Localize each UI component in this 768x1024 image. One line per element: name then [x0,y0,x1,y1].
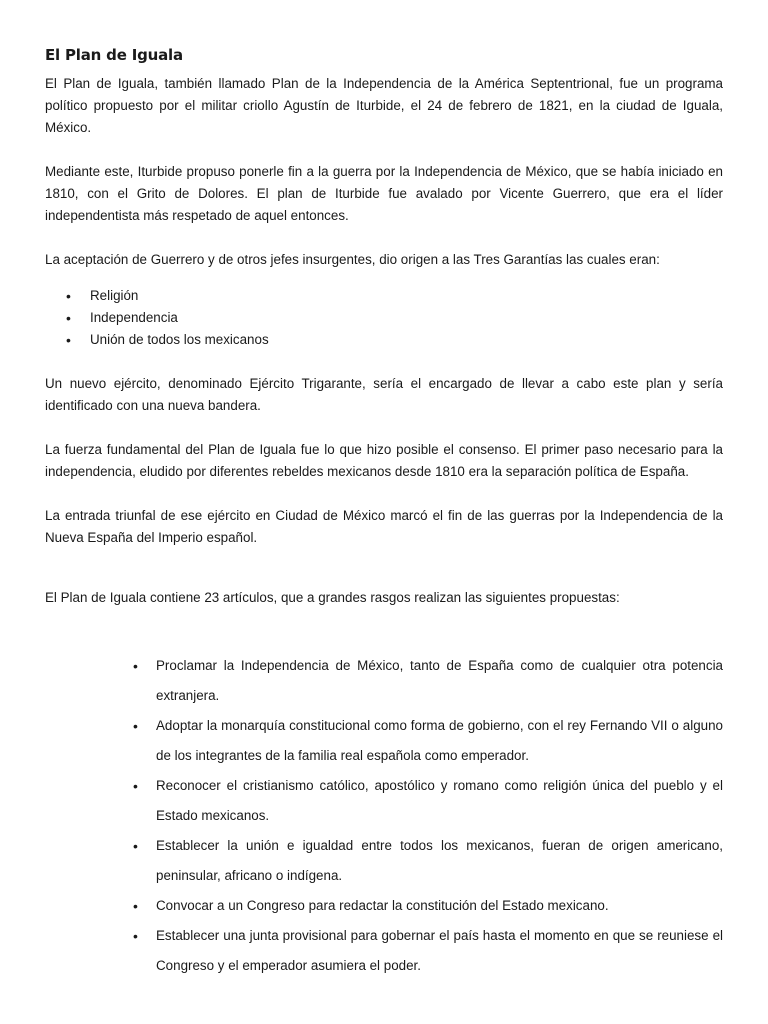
list-item: • Reconocer el cristianismo católico, apostólico y romano como religión única del pueblo y el Estado mexicanos. [45,771,723,831]
list-item: • Unión de todos los mexicanos [45,329,723,351]
paragraph-entry: La entrada triunfal de ese ejército en Ciudad de México marcó el fin de las guerras por la Independencia de la Nueva España del Imperio español. [45,508,723,545]
list-item: • Religión [45,285,723,307]
paragraph-articles: El Plan de Iguala contiene 23 artículos, que a grandes rasgos realizan las siguientes propuestas: [45,590,620,605]
paragraph-consensus: La fuerza fundamental del Plan de Iguala fue lo que hizo posible el consenso. El primer paso necesario para la independencia, eludido por diferentes rebeldes mexicanos desde 1810 era la separación política de España. [45,442,723,479]
list-item: • Adoptar la monarquía constitucional como forma de gobierno, con el rey Fernando VII o alguno de los integrantes de la familia real española como emperador. [45,711,723,771]
proposals-list [45,651,723,981]
document-title: El Plan de Iguala [45,46,183,64]
document-page [45,44,723,981]
paragraph-intro: El Plan de Iguala, también llamado Plan de la Independencia de la América Septentrional, fue un programa político propuesto por el militar criollo Agustín de Iturbide, el 24 de febrero de 1821, en la ciudad de Iguala, México. [45,76,723,135]
list-item: • Proclamar la Independencia de México, tanto de España como de cualquier otra potencia extranjera. [45,651,723,711]
paragraph-iturbide: Mediante este, Iturbide propuso ponerle fin a la guerra por la Independencia de México, que se había iniciado en 1810, con el Grito de Dolores. El plan de Iturbide fue avalado por Vicente Guerrero, que era el líder independentista más respetado de aquel entonces. [45,164,723,223]
guarantees-list [45,285,723,351]
paragraph-army: Un nuevo ejército, denominado Ejército Trigarante, sería el encargado de llevar a cabo este plan y sería identificado con una nueva bandera. [45,376,723,413]
list-item: • Convocar a un Congreso para redactar la constitución del Estado mexicano. [45,891,723,921]
list-item: • Establecer una junta provisional para gobernar el país hasta el momento en que se reuniese el Congreso y el emperador asumiera el poder. [45,921,723,981]
paragraph-guarantees-intro: La aceptación de Guerrero y de otros jefes insurgentes, dio origen a las Tres Garantías las cuales eran: [45,252,660,267]
list-item: • Independencia [45,307,723,329]
list-item: • Establecer la unión e igualdad entre todos los mexicanos, fueran de origen americano, peninsular, africano o indígena. [45,831,723,891]
